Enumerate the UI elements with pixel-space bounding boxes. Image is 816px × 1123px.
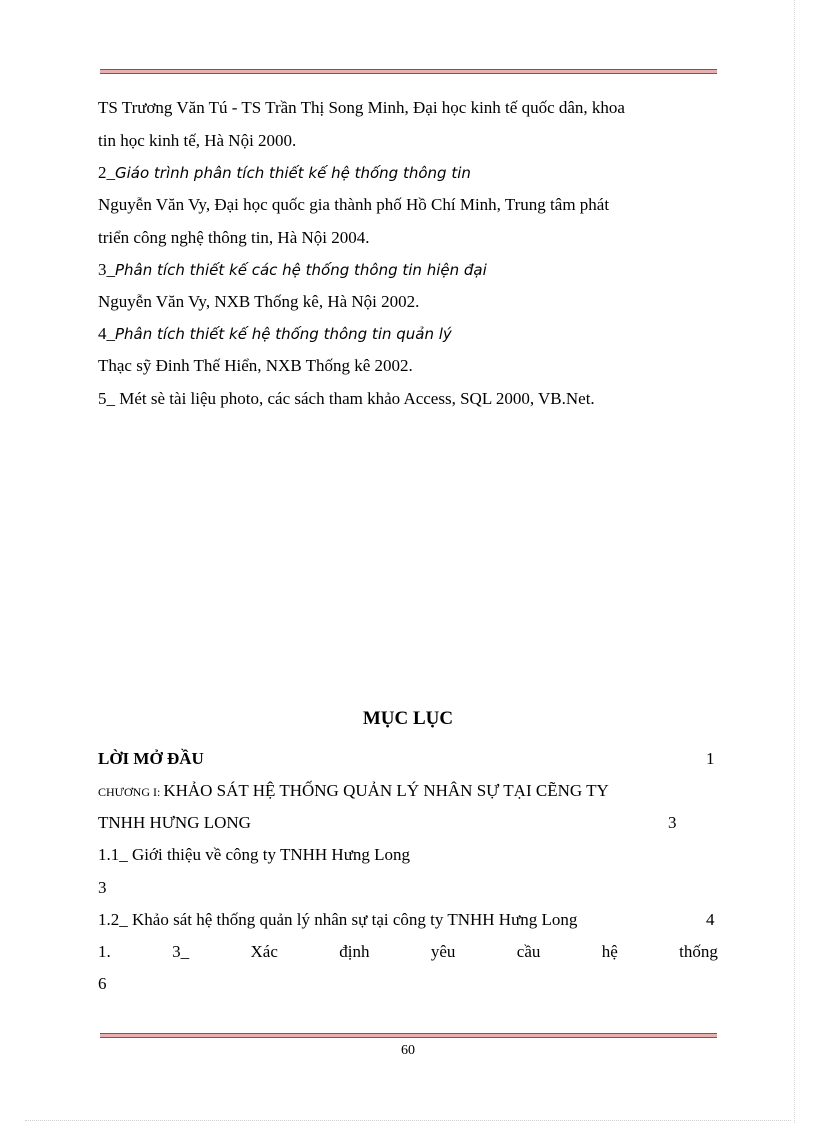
toc-chapter-line2: TNHH HƯNG LONG: [98, 813, 251, 832]
page-number: 60: [401, 1043, 415, 1058]
ref3-title-text: Phân tích thiết kế các hệ thống thông tin hiện đại: [115, 261, 487, 279]
toc-s13-label: [98, 942, 718, 962]
toc-s13-word: hệ: [601, 942, 618, 961]
ref4-num: 4_: [98, 324, 115, 343]
toc-chapter-page: 3: [668, 813, 677, 832]
ref2-title-text: Giáo trình phân tích thiết kế hệ thống thông tin: [115, 164, 471, 182]
ref2-author-line1: Nguyễn Văn Vy, Đại học quốc gia thành phố Hồ Chí Minh, Trung tâm phát: [98, 195, 610, 214]
toc-s13-page: 6: [98, 974, 107, 993]
toc-s13-word: định: [339, 942, 370, 961]
header-rule: [100, 69, 717, 74]
page-edge-bottom: [25, 1120, 791, 1121]
toc-s13-word: Xác: [250, 942, 278, 961]
toc-s11-label: 1.1_ Giới thiệu về công ty TNHH Hưng Long: [98, 845, 411, 864]
toc-s13-word: cầu: [516, 942, 541, 961]
toc-s12-label: 1.2_ Khảo sát hệ thống quản lý nhân sự tại công ty TNHH Hưng Long: [98, 910, 578, 929]
toc-s13-word: 3_: [172, 942, 190, 961]
toc-chapter-title-1: KHẢO SÁT HỆ THỐNG QUẢN LÝ NHÂN SỰ TẠI CẼNG TY: [163, 781, 609, 800]
page-edge-right: [794, 0, 795, 1123]
ref3-author: Nguyễn Văn Vy, NXB Thống kê, Hà Nội 2002.: [98, 292, 420, 311]
ref3-num: 3_: [98, 260, 115, 279]
ref1-line2: tin học kinh tế, Hà Nội 2000.: [98, 131, 297, 150]
toc-chapter-prefix: CHƯƠNG I:: [98, 785, 164, 799]
toc-s11-page: 3: [98, 878, 107, 897]
toc-intro-page: 1: [706, 749, 715, 768]
ref3-title: [98, 260, 487, 280]
toc-s13-word: yêu: [430, 942, 456, 961]
toc-s12-page: 4: [706, 910, 715, 929]
toc-title: MỤC LỤC: [362, 708, 454, 729]
toc-chapter-line1: [98, 781, 609, 802]
ref5: 5_ Mét sè tài liệu photo, các sách tham khảo Access, SQL 2000, VB.Net.: [98, 389, 595, 408]
ref1-line1: TS Trương Văn Tú - TS Trần Thị Song Minh, Đại học kinh tế quốc dân, khoa: [98, 98, 625, 117]
toc-s13-word: 1.: [98, 942, 111, 961]
toc-intro-label: LỜI MỞ ĐẦU: [98, 749, 204, 768]
toc-s13-word: thống: [679, 942, 718, 961]
ref2-title: [98, 163, 471, 183]
ref4-title-text: Phân tích thiết kế hệ thống thông tin quản lý: [115, 325, 452, 343]
ref4-author: Thạc sỹ Đinh Thế Hiển, NXB Thống kê 2002.: [98, 356, 413, 375]
ref4-title: [98, 324, 452, 344]
footer-rule: [100, 1033, 717, 1038]
ref2-num: 2_: [98, 163, 115, 182]
ref2-author-line2: triển công nghệ thông tin, Hà Nội 2004.: [98, 228, 370, 247]
